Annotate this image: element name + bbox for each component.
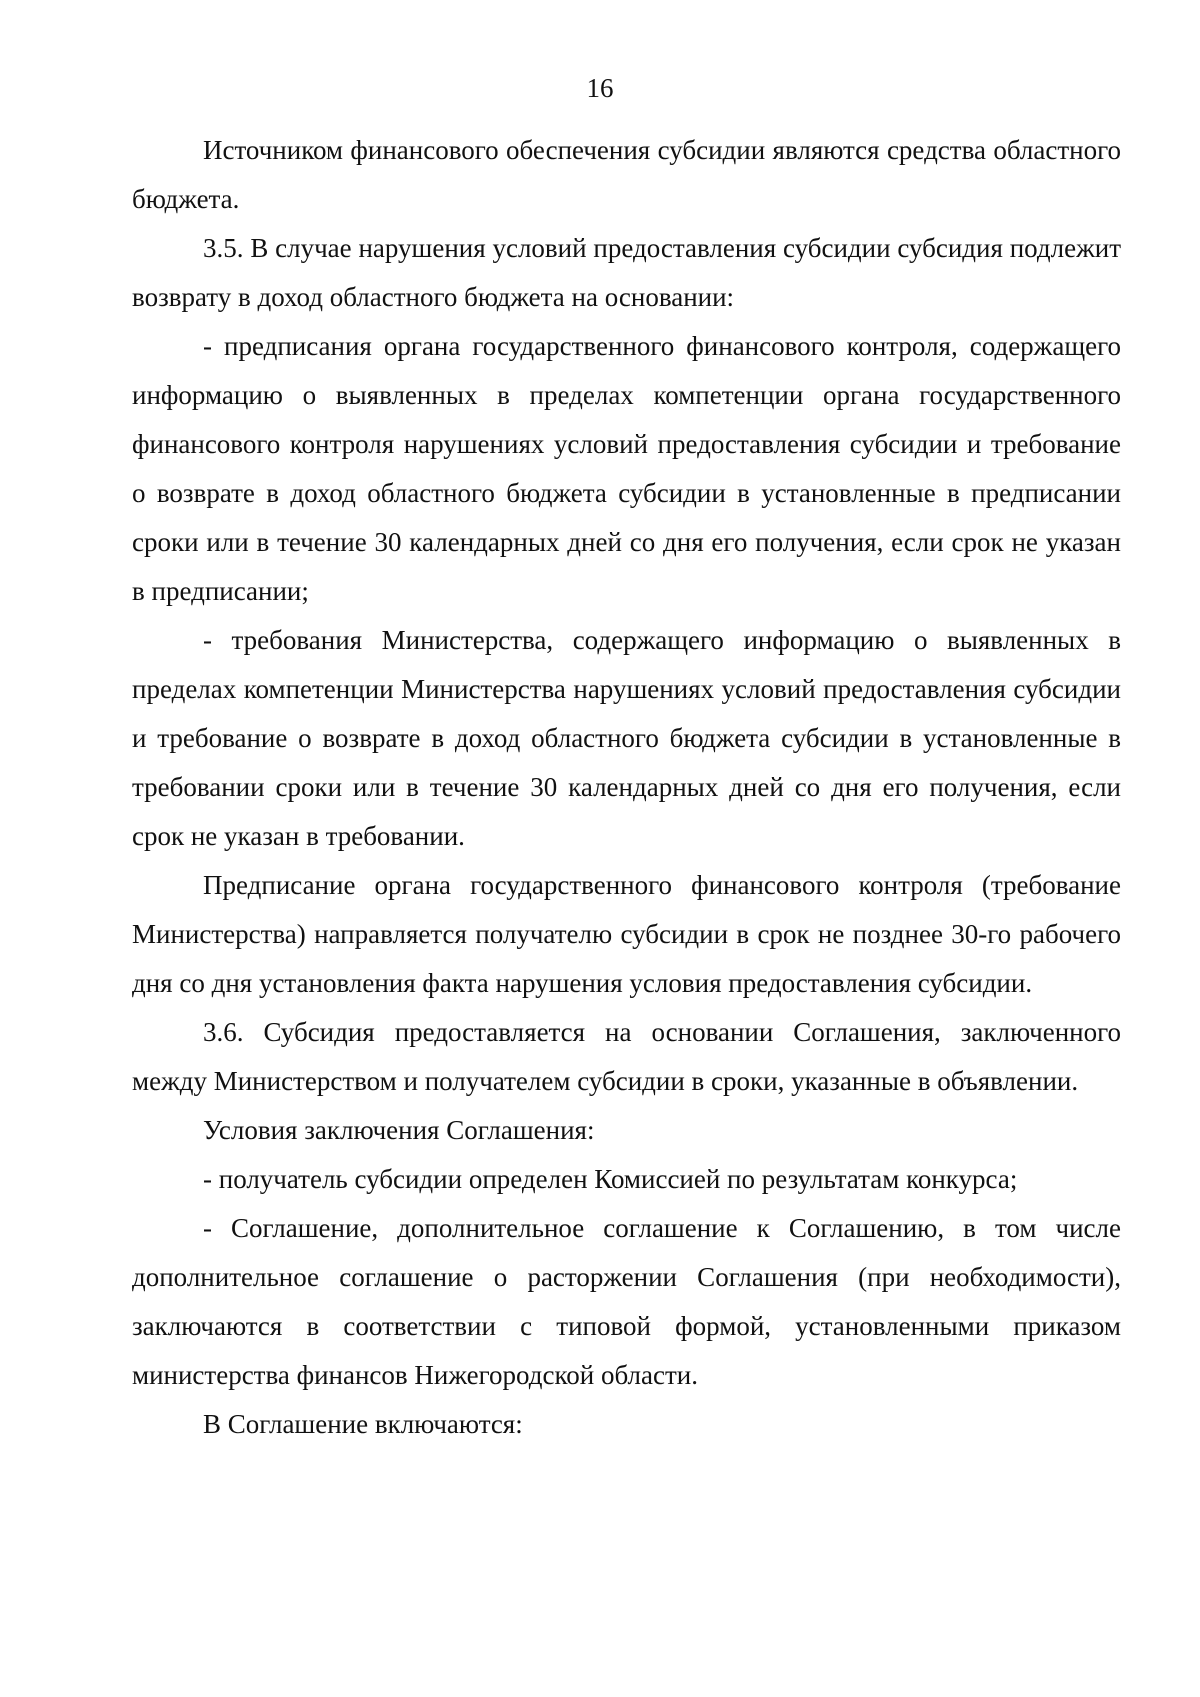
paragraph-standard-form: - Соглашение, дополнительное соглашение к Соглашению, в том числе дополнительное соглашение о расторжении Соглашения (при необходимости), заключаются в соответствии с типовой формой, установленными приказом министерства финансов Нижегородской области. bbox=[132, 1213, 1121, 1390]
paragraph-recipient-determined: - получатель субсидии определен Комиссией по результатам конкурса; bbox=[203, 1164, 1018, 1194]
paragraph-3-6-agreement: 3.6. Субсидия предоставляется на основании Соглашения, заключенного между Министерством и получателем субсидии в сроки, указанные в объявлении. bbox=[132, 1017, 1121, 1096]
paragraph-agreement-includes: В Соглашение включаются: bbox=[203, 1409, 523, 1439]
document-body bbox=[132, 126, 1121, 1449]
paragraph-notification-deadline: Предписание органа государственного финансового контроля (требование Министерства) направляется получателю субсидии в срок не позднее 30-го рабочего дня со дня установления факта нарушения условия предоставления субсидии. bbox=[132, 870, 1121, 998]
paragraph-ministry-requirement: - требования Министерства, содержащего информацию о выявленных в пределах компетенции Министерства нарушениях условий предоставления субсидии и требование о возврате в доход областного бюджета субсидии в установленные в требовании сроки или в течение 30 календарных дней со дня его получения, если срок не указан в требовании. bbox=[132, 625, 1121, 851]
page-number: 16 bbox=[586, 73, 614, 103]
paragraph-prescription: - предписания органа государственного финансового контроля, содержащего информацию о выявленных в пределах компетенции органа государственного финансового контроля нарушениях условий предоставления субсидии и требование о возврате в доход областного бюджета субсидии в установленные в предписании сроки или в течение 30 календарных дней со дня его получения, если срок не указан в предписании; bbox=[132, 331, 1121, 606]
paragraph-agreement-conditions: Условия заключения Соглашения: bbox=[203, 1115, 595, 1145]
paragraph-3-5-refund: 3.5. В случае нарушения условий предоставления субсидии субсидия подлежит возврату в доход областного бюджета на основании: bbox=[132, 233, 1121, 312]
paragraph-funding-source: Источником финансового обеспечения субсидии являются средства областного бюджета. bbox=[132, 135, 1121, 214]
